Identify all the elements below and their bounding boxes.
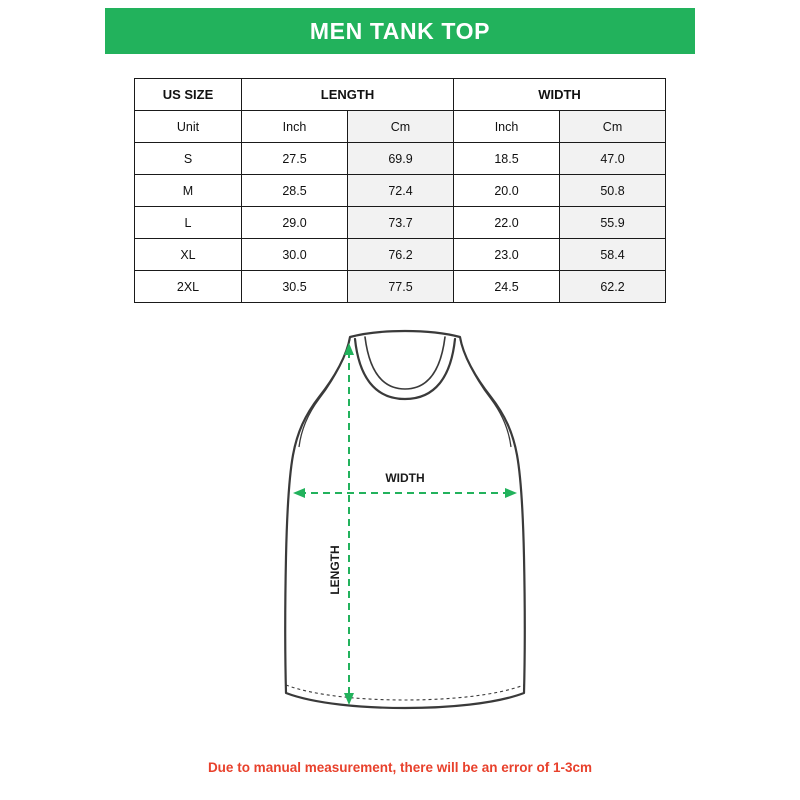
row-size: 2XL (135, 271, 242, 303)
row-width-inch: 22.0 (454, 207, 560, 239)
table-unit-row (135, 111, 666, 143)
table-row (135, 175, 666, 207)
tank-top-outline (285, 331, 525, 708)
row-width-inch: 18.5 (454, 143, 560, 175)
row-length-inch: 30.5 (242, 271, 348, 303)
row-length-inch: 29.0 (242, 207, 348, 239)
length-label: LENGTH (328, 545, 342, 595)
row-width-cm: 50.8 (560, 175, 666, 207)
table-row (135, 143, 666, 175)
unit-label: Unit (135, 111, 242, 143)
unit-length-inch: Inch (242, 111, 348, 143)
row-size: S (135, 143, 242, 175)
table-row (135, 207, 666, 239)
row-length-cm: 76.2 (348, 239, 454, 271)
row-width-cm: 55.9 (560, 207, 666, 239)
row-width-inch: 24.5 (454, 271, 560, 303)
row-width-inch: 20.0 (454, 175, 560, 207)
row-width-cm: 62.2 (560, 271, 666, 303)
row-width-cm: 58.4 (560, 239, 666, 271)
size-chart-table (134, 78, 666, 303)
row-size: M (135, 175, 242, 207)
page-title: MEN TANK TOP (309, 17, 491, 44)
table-group-header-row (135, 79, 666, 111)
row-length-cm: 77.5 (348, 271, 454, 303)
header-us-size: US SIZE (135, 79, 242, 111)
page-header (105, 8, 695, 54)
row-width-cm: 47.0 (560, 143, 666, 175)
measurement-disclaimer: Due to manual measurement, there will be an error of 1-3cm (207, 760, 593, 775)
size-chart-table-container (134, 78, 666, 303)
row-size: XL (135, 239, 242, 271)
row-length-inch: 27.5 (242, 143, 348, 175)
table-row (135, 271, 666, 303)
garment-illustration (255, 325, 555, 725)
header-length: LENGTH (242, 79, 454, 111)
table-row (135, 239, 666, 271)
row-length-cm: 72.4 (348, 175, 454, 207)
row-width-inch: 23.0 (454, 239, 560, 271)
row-size: L (135, 207, 242, 239)
unit-width-cm: Cm (560, 111, 666, 143)
row-length-cm: 69.9 (348, 143, 454, 175)
row-length-inch: 28.5 (242, 175, 348, 207)
width-label: WIDTH (385, 471, 425, 485)
unit-length-cm: Cm (348, 111, 454, 143)
unit-width-inch: Inch (454, 111, 560, 143)
row-length-inch: 30.0 (242, 239, 348, 271)
row-length-cm: 73.7 (348, 207, 454, 239)
header-width: WIDTH (454, 79, 666, 111)
